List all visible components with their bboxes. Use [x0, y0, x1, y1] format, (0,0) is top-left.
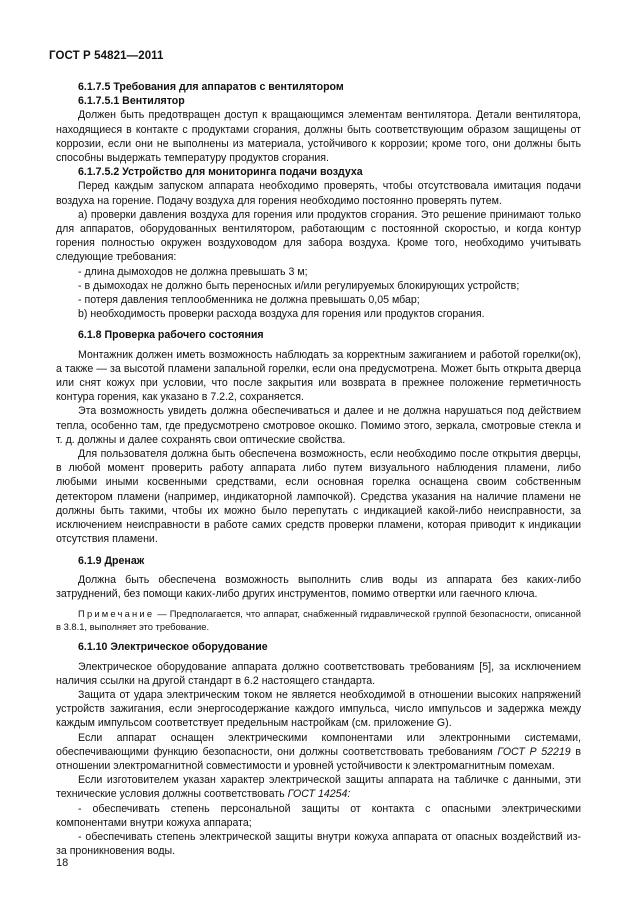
paragraph: Перед каждым запуском аппарата необходимо проверять, чтобы отсутствовала имитация подачи воздуха на горение. Подачу воздуха для горения необходимо постоянно проверять путем.: [56, 180, 581, 207]
list-item: - потеря давления теплообменника не должна превышать 0,05 мбар;: [78, 294, 420, 307]
paragraph: Электрическое оборудование аппарата должно соответствовать требованиям [5], за исключением наличия ссылки на другой стандарт в 6.2 настоящего стандарта.: [56, 660, 581, 687]
note-text: — Предполагается, что аппарат, снабженный гидравлической группой безопасности, описанной в 3.8.1, выполняет это требование.: [56, 608, 581, 632]
standard-reference: ГОСТ 14254:: [287, 788, 351, 801]
paragraph: а) проверки давления воздуха для горения или продуктов сгорания. Это решение принимают только для аппаратов, оборудованных вентилятором, работающим с постоянной скоростью, и когда контур горения полностью окружен воздуховодом для забора воздуха. Кроме того, необходимо учитывать следующие требования:: [56, 208, 581, 264]
paragraph: Эта возможность увидеть должна обеспечиваться и далее и не должна нарушаться под действием тепла, особенно там, где предусмотрено смотровое окошко. Помимо этого, зеркала, смотровые стекла и т. д. должны и далее сохранять свои оптические свойства.: [56, 405, 581, 446]
paragraph: Если изготовителем указан характер электрической защиты аппарата на табличке с данными, эти технические условия должны соответствовать ГОСТ 14254:: [56, 774, 581, 801]
paragraph: b) необходимость проверки расхода воздуха для горения или продуктов сгорания.: [78, 308, 485, 321]
paragraph: Должна быть обеспечена возможность выполнить слив воды из аппарата без каких-либо затруднений, без помощи каких-либо других инструментов, помимо отвертки или гаечного ключа.: [56, 573, 581, 600]
list-item: - обеспечивать степень электрической защиты внутри кожуха аппарата от опасных воздействий из-за проникновения воды.: [56, 830, 581, 858]
heading-6-1-7-5-2: 6.1.7.5.2 Устройство для мониторинга подачи воздуха: [78, 166, 363, 179]
heading-6-1-7-5: 6.1.7.5 Требования для аппаратов с вентилятором: [78, 81, 344, 93]
list-item: - в дымоходах не должно быть переносных и/или регулируемых блокирующих устройств;: [78, 279, 520, 292]
note-label: Примечание: [78, 608, 155, 620]
heading-6-1-10: 6.1.10 Электрическое оборудование: [78, 641, 268, 654]
standard-reference: ГОСТ Р 52219: [497, 745, 571, 758]
note: [56, 608, 581, 633]
list-item: - обеспечивать степень персональной защиты от контакта с опасными электрическими компонентами внутри кожуха аппарата;: [56, 802, 581, 829]
document-body: [56, 80, 581, 858]
paragraph: Защита от удара электрическим током не является необходимой в отношении высоких напряжений устройств зажигания, если энергосодержание каждого импульса, число импульсов и задержка между каждым импульсом соответствует предельным настройкам (см. приложение G).: [56, 688, 581, 730]
heading-6-1-9: 6.1.9 Дренаж: [78, 554, 145, 567]
paragraph: Должен быть предотвращен доступ к вращающимся элементам вентилятора. Детали вентилятора, находящиеся в контакте с продуктами сгорания, должны быть соответствующим образом защищены от коррозии, если они не выполнены из материала, устойчивого к коррозии; кроме того, они должны быть способны выдержать температуру продуктов сгорания.: [56, 109, 581, 165]
heading-6-1-7-5-1: 6.1.7.5.1 Вентилятор: [78, 95, 185, 108]
heading-6-1-8: 6.1.8 Проверка рабочего состояния: [78, 329, 264, 342]
document-header: ГОСТ Р 54821—2011: [49, 50, 164, 62]
paragraph: Если аппарат оснащен электрическими компонентами или электронными системами, обеспечивающими функцию безопасности, они должны соответствовать требованиям ГОСТ Р 52219 в отношении электромагнитной совместимости и уровней устойчивости к электромагнитным помехам.: [56, 731, 581, 772]
paragraph: Монтажник должен иметь возможность наблюдать за корректным зажиганием и работой горелки(ок), а также — за высотой пламени запальной горелки, если она предусмотрена. Может быть открыта дверца или снят кожух при условии, что после закрытия или возврата в прежнее положение герметичность контура горения, как указано в 7.2.2, сохраняется.: [56, 348, 581, 404]
paragraph: Для пользователя должна быть обеспечена возможность, если необходимо после открытия дверцы, в любой момент проверить работу аппарата либо путем визуального наблюдения пламени, либо любыми иными косвенными средствами, если основная горелка оснащена своим собственным детектором пламени (например, индикаторной лампочкой). Средства указания на наличие пламени не должны быть такими, чтобы их можно было перепутать с индикацией какой-либо неисправности, за исключением неисправности в работе самих средств проверки пламени, которая приводит к индикации отсутствия пламени.: [56, 448, 581, 546]
page-number: 18: [56, 857, 69, 869]
list-item: - длина дымоходов не должна превышать 3 м;: [78, 265, 308, 278]
